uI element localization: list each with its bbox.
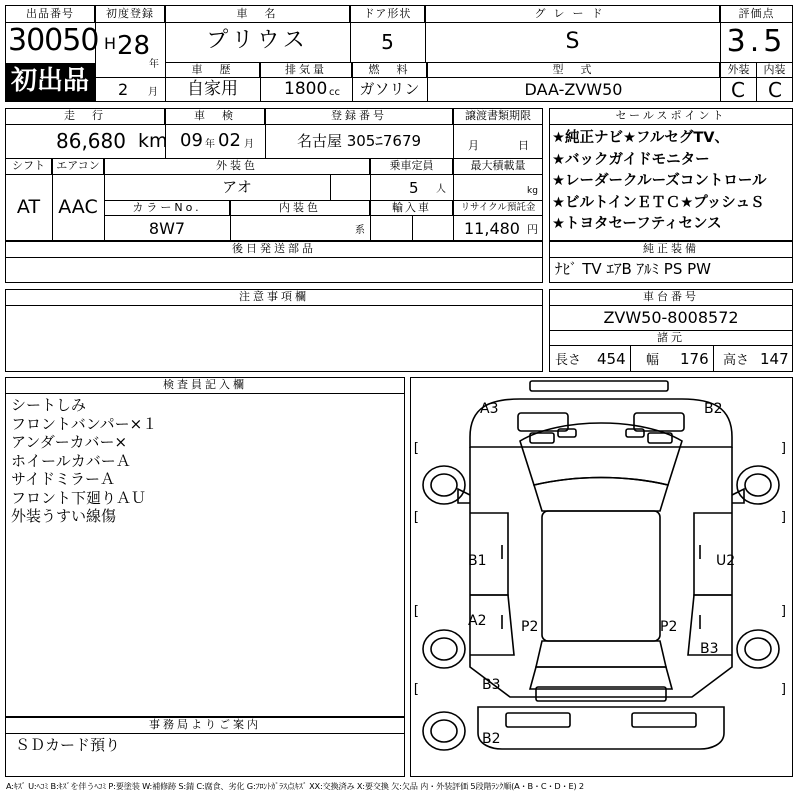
chassis-number: ZVW50-8008572 — [603, 308, 739, 327]
office-note: ＳＤカード預り — [15, 736, 121, 754]
lot-number-label: 出品番号 — [5, 5, 95, 23]
spare-wheel — [423, 712, 465, 750]
first-registration-label: 初度登録 — [95, 5, 165, 23]
damage-mark-a2: A2 — [468, 613, 487, 629]
displacement-label: 排気量 — [260, 62, 352, 78]
inspector-note: アンダーカバー× — [11, 433, 128, 451]
fuel-type: ガソリン — [359, 80, 420, 98]
height-value: 147 — [760, 350, 789, 368]
sales-points-label: セールスポイント — [549, 108, 793, 125]
right-rear-wheel — [737, 630, 779, 668]
displacement: 1800 — [284, 79, 328, 99]
inspector-note: シートしみ — [11, 396, 87, 414]
transfer-day-unit: 日 — [518, 139, 529, 152]
inspector-note: 外装うすい線傷 — [11, 507, 117, 525]
trunk — [530, 667, 672, 689]
height-label: 高さ — [723, 353, 750, 368]
inspector-note: サイドミラーＡ — [11, 470, 115, 488]
aircon-label: エアコン — [52, 158, 104, 175]
equipment-list: ﾅﾋﾞ TV ｴｱB ｱﾙﾐ PS PW — [555, 260, 711, 278]
sales-points-list — [552, 128, 767, 236]
mileage: 86,680 — [56, 129, 126, 153]
right-front-wheel — [737, 466, 779, 504]
exterior-color: アオ — [222, 178, 252, 196]
bracket-left-front: [ — [412, 441, 420, 456]
evaluation-score: 3.5 — [726, 24, 787, 59]
seating-capacity-label: 乗車定員 — [370, 158, 453, 175]
recycle-fee-label: リサイクル預託金 — [453, 200, 543, 216]
inspection-label: 車 検 — [165, 108, 265, 125]
width-value: 176 — [680, 350, 709, 368]
model-code-label: 型 式 — [427, 62, 720, 78]
sales-point: ★純正ナビ★フルセグTV、 — [552, 130, 730, 146]
door-type: 5 — [381, 30, 394, 54]
door-type-label: ドア形状 — [350, 5, 425, 23]
left-front-wheel — [423, 466, 465, 504]
damage-mark-p2-right: P2 — [660, 619, 678, 635]
car-diagram — [410, 377, 793, 777]
sales-point: ★ビルトインＥＴＣ★プッシュＳ — [552, 194, 765, 211]
damage-mark-u2: U2 — [716, 553, 736, 569]
bracket-right-rear: ] — [780, 604, 788, 619]
damage-mark-b3-right: B3 — [700, 641, 719, 657]
transfer-month-unit: 月 — [468, 139, 479, 152]
registration-year: 28 — [117, 31, 151, 61]
year-unit: 年 — [149, 59, 159, 70]
imported-car-label: 輸入車 — [370, 200, 453, 216]
shift-label: シフト — [5, 158, 52, 175]
seating-capacity: 5 — [409, 179, 419, 197]
fuel-label: 燃 料 — [352, 62, 427, 78]
interior-grade: C — [768, 78, 782, 102]
inspector-note: フロント下廻りＡＵ — [11, 488, 147, 507]
bracket-left-mid: [ — [412, 510, 420, 525]
first-listing-text: 初出品 — [10, 66, 89, 96]
windshield — [534, 478, 668, 512]
damage-mark-a3: A3 — [480, 401, 499, 417]
color-number-label: カラーNo. — [104, 200, 230, 216]
grade: S — [565, 29, 580, 54]
transfer-deadline-label: 譲渡書類期限 — [453, 108, 543, 125]
inspection-year: 09 — [180, 130, 203, 151]
grade-label: グレード — [425, 5, 720, 23]
recycle-fee: 11,480 — [464, 219, 520, 238]
exterior-grade-label: 外装 — [720, 62, 757, 78]
inspector-notes — [11, 396, 157, 526]
chassis-label: 車台番号 — [549, 289, 793, 306]
aircon-type: AAC — [58, 196, 98, 218]
damage-mark-b2-rear: B2 — [482, 731, 501, 747]
interior-color-unit: 系 — [355, 225, 365, 236]
roof-strip — [530, 381, 668, 391]
registration-number: 名古屋 305ﾆ7679 — [296, 132, 422, 150]
registration-label: 登録番号 — [265, 108, 453, 125]
office-label: 事務局よりご案内 — [5, 717, 405, 734]
displacement-unit: cc — [329, 87, 340, 98]
damage-mark-b1: B1 — [468, 553, 487, 569]
bracket-left-bottom: [ — [412, 682, 420, 697]
dimensions-label: 諸元 — [549, 330, 793, 346]
color-number: 8W7 — [148, 219, 186, 238]
body-outline — [470, 447, 732, 697]
exterior-color-label: 外装色 — [104, 158, 370, 175]
exterior-grade: C — [731, 78, 745, 102]
interior-grade-label: 内装 — [756, 62, 793, 78]
mileage-label: 走 行 — [5, 108, 165, 125]
damage-mark-b3-left: B3 — [482, 677, 501, 693]
inspector-note: ホイールカバーＡ — [11, 451, 131, 470]
vehicle-history: 自家用 — [187, 79, 238, 99]
roof — [542, 511, 660, 641]
shift-type: AT — [16, 196, 41, 218]
interior-color-label: 内装色 — [230, 200, 370, 216]
lot-number: 30050 — [8, 23, 99, 58]
width-label: 幅 — [646, 353, 660, 368]
seating-capacity-unit: 人 — [436, 184, 446, 195]
bracket-right-mid: ] — [780, 510, 788, 525]
registration-month: 2 — [118, 80, 129, 99]
legend: A:ｷｽﾞ U:ﾍｺﾐ B:ｷｽﾞを伴うﾍｺﾐ P:要塗装 W:補修跡 S:錆 C:腐食、劣化 G:ﾌﾛﾝﾄｶﾞﾗｽ点ｷｽﾞ XX:交換済み X:要交換 欠:欠品 内・外装評価 5段階ﾗﾝｸ順(A・B・C・D・E) 2 — [6, 781, 584, 791]
bracket-left-rear: [ — [412, 604, 420, 619]
length-label: 長さ — [555, 353, 582, 368]
inspector-note: フロントバンパー×１ — [11, 414, 158, 433]
left-rear-wheel — [423, 630, 465, 668]
inspection-year-unit: 年 — [205, 139, 215, 150]
model-code: DAA-ZVW50 — [524, 80, 623, 99]
inspection-month: 02 — [218, 130, 241, 151]
car-name-label: 車 名 — [165, 5, 350, 23]
mileage-unit: km — [138, 130, 168, 152]
era-letter: H — [104, 34, 117, 53]
sales-point: ★トヨタセーフティセンス — [552, 216, 722, 232]
month-unit: 月 — [148, 87, 158, 98]
max-load-unit: kg — [527, 186, 538, 196]
sales-point: ★バックガイドモニター — [552, 151, 710, 168]
bracket-right-front: ] — [780, 441, 788, 456]
max-load-label: 最大積載量 — [453, 158, 543, 175]
score-label: 評価点 — [720, 5, 793, 23]
recycle-fee-unit: 円 — [527, 223, 538, 236]
rear-window — [536, 641, 666, 667]
sales-point: ★レーダークルーズコントロール — [552, 173, 767, 189]
damage-mark-p2-left: P2 — [521, 619, 539, 635]
length-value: 454 — [597, 350, 626, 368]
inspector-label: 検査員記入欄 — [5, 377, 405, 394]
inspection-month-unit: 月 — [244, 139, 254, 150]
later-parts-label: 後日発送部品 — [5, 241, 543, 258]
bracket-right-bottom: ] — [780, 682, 788, 697]
history-label: 車 歴 — [165, 62, 260, 78]
damage-mark-b2-front: B2 — [704, 401, 723, 417]
caution-label: 注意事項欄 — [5, 289, 543, 306]
equipment-label: 純正装備 — [549, 241, 793, 258]
car-name: プリウス — [206, 28, 309, 53]
